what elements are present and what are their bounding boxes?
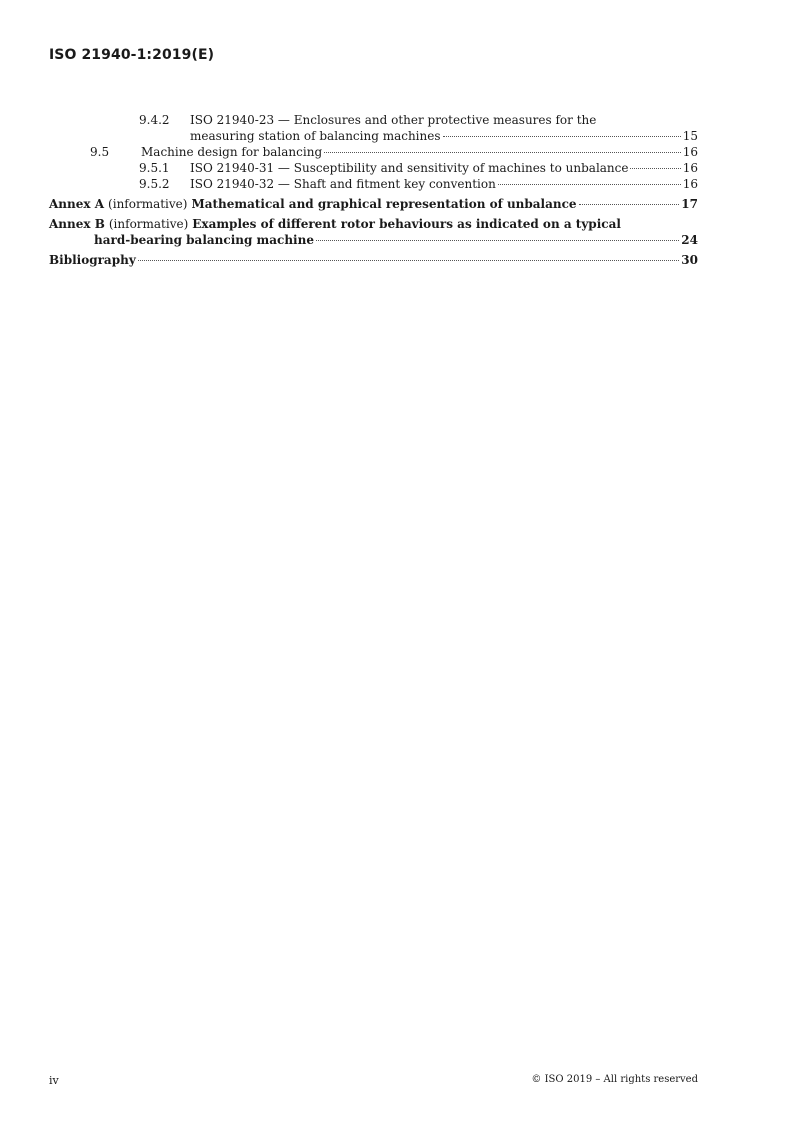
toc-leader-dots — [316, 240, 679, 241]
toc-title-line1: ISO 21940-23 — Enclosures and other protective measures for the — [190, 113, 597, 127]
toc-entry-9-4-2-continued[interactable] — [49, 128, 698, 144]
toc-entry-annex-a[interactable] — [49, 196, 698, 212]
annex-kind: (informative) — [108, 217, 189, 231]
toc-page-number: 16 — [682, 161, 698, 175]
toc-leader-dots — [498, 184, 681, 185]
toc-leader-dots — [324, 152, 681, 153]
toc-title-line2: measuring station of balancing machines — [190, 129, 441, 143]
toc-number: 9.4.2 — [139, 113, 170, 127]
bibliography-title: Bibliography — [49, 253, 136, 267]
toc-page-number: 16 — [682, 145, 698, 159]
toc-title: Machine design for balancing — [141, 145, 323, 159]
annex-title-line1: Examples of different rotor behaviours as indicated on a typical — [192, 217, 621, 231]
toc-page-number: 17 — [681, 197, 698, 211]
toc-title: ISO 21940-32 — Shaft and fitment key convention — [190, 177, 496, 191]
footer-copyright: © ISO 2019 – All rights reserved — [531, 1074, 698, 1085]
table-of-contents — [49, 112, 698, 268]
annex-label: Annex A — [49, 197, 105, 211]
toc-number: 9.5.1 — [139, 161, 170, 175]
toc-leader-dots — [630, 168, 680, 169]
annex-title-line2: hard-bearing balancing machine — [94, 233, 314, 247]
toc-leader-dots — [579, 204, 680, 205]
annex-kind: (informative) — [108, 197, 188, 211]
annex-label: Annex B — [49, 217, 105, 231]
toc-leader-dots — [443, 136, 681, 137]
toc-number: 9.5 — [90, 145, 110, 159]
toc-entry-9-5[interactable] — [49, 144, 698, 160]
toc-number: 9.5.2 — [139, 177, 170, 191]
toc-entry-annex-b-continued[interactable] — [49, 232, 698, 248]
toc-page-number: 15 — [682, 129, 698, 143]
toc-page-number: 16 — [682, 177, 698, 191]
toc-entry-9-5-2[interactable] — [49, 176, 698, 192]
toc-page-number: 30 — [681, 253, 698, 267]
toc-entry-9-4-2[interactable] — [49, 112, 698, 128]
toc-title: ISO 21940-31 — Susceptibility and sensitivity of machines to unbalance — [190, 161, 629, 175]
toc-leader-dots — [138, 260, 680, 261]
document-header: ISO 21940-1:2019(E) — [49, 47, 215, 63]
toc-entry-9-5-1[interactable] — [49, 160, 698, 176]
annex-title: Mathematical and graphical representation of unbalance — [191, 197, 577, 211]
toc-entry-bibliography[interactable] — [49, 252, 698, 268]
toc-entry-annex-b[interactable] — [49, 216, 698, 232]
footer-page-number: iv — [49, 1074, 59, 1087]
toc-page-number: 24 — [681, 233, 698, 247]
